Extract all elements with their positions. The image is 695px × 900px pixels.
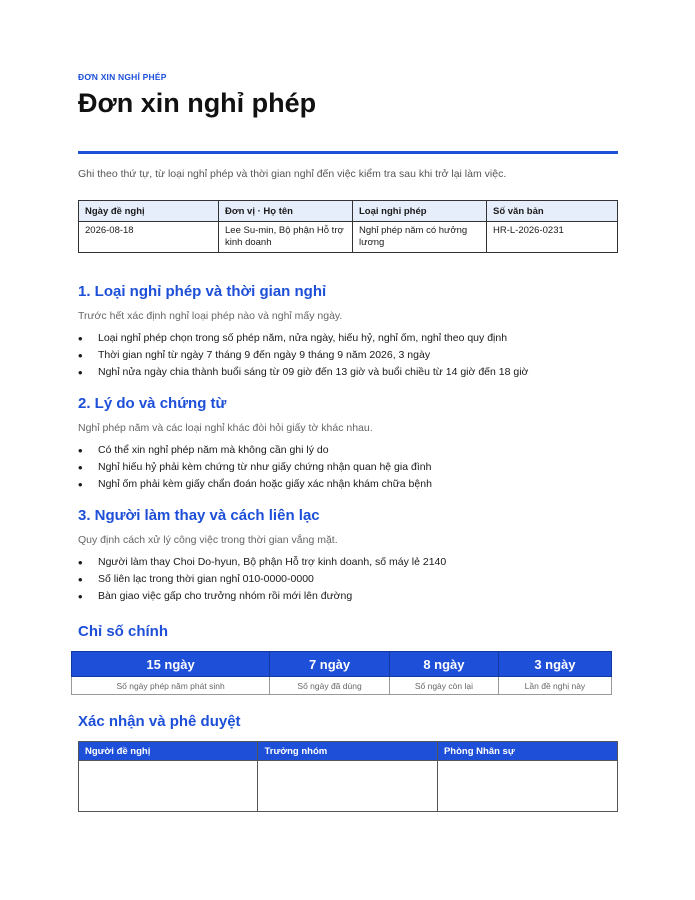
cell-leave-type: Nghỉ phép năm có hưởng lương: [353, 222, 487, 253]
approval-heading: Xác nhận và phê duyệt: [78, 713, 241, 730]
eyebrow-label: ĐƠN XIN NGHỈ PHÉP: [78, 72, 167, 82]
kpi-value-this-request: 3 ngày: [498, 652, 611, 677]
title-divider: [78, 151, 618, 154]
request-info-table: [78, 200, 618, 253]
signature-box-hr[interactable]: [437, 761, 617, 812]
cell-request-date: 2026-08-18: [79, 222, 219, 253]
kpi-value-granted: 15 ngày: [72, 652, 270, 677]
section-1-subtitle: Trước hết xác định nghỉ loại phép nào và nghỉ mấy ngày.: [78, 310, 343, 322]
header-request-date: Ngày đề nghị: [79, 201, 219, 222]
header-team-leader: Trưởng nhóm: [258, 742, 437, 761]
list-item: • Người làm thay Choi Do-hyun, Bộ phận Hỗ trợ kinh doanh, số máy lẻ 2140: [78, 554, 446, 571]
kpi-value-used: 7 ngày: [270, 652, 390, 677]
kpi-label-remaining: Số ngày còn lại: [389, 677, 498, 695]
kpi-value-row: [72, 652, 612, 677]
header-requester: Người đề nghị: [79, 742, 258, 761]
header-leave-type: Loại nghỉ phép: [353, 201, 487, 222]
kpi-label-used: Số ngày đã dùng: [270, 677, 390, 695]
list-item: • Bàn giao việc gấp cho trưởng nhóm rồi mới lên đường: [78, 588, 446, 605]
kpi-value-remaining: 8 ngày: [389, 652, 498, 677]
list-item: • Nghỉ hiếu hỷ phải kèm chứng từ như giấy chứng nhận quan hệ gia đình: [78, 459, 432, 476]
list-item: • Nghỉ nửa ngày chia thành buổi sáng từ 09 giờ đến 13 giờ và buổi chiều từ 14 giờ đến 18 giờ: [78, 364, 528, 381]
signature-box-requester[interactable]: [79, 761, 258, 812]
signature-box-team-leader[interactable]: [258, 761, 437, 812]
kpi-label-row: [72, 677, 612, 695]
section-3-subtitle: Quy định cách xử lý công việc trong thời gian vắng mặt.: [78, 534, 338, 546]
table-header-row: [79, 201, 618, 222]
header-unit-name: Đơn vị · Họ tên: [219, 201, 353, 222]
cell-doc-number: HR-L-2026-0231: [487, 222, 618, 253]
list-item: • Có thể xin nghỉ phép năm mà không cần ghi lý do: [78, 442, 432, 459]
kpi-label-granted: Số ngày phép năm phát sinh: [72, 677, 270, 695]
section-3-heading: 3. Người làm thay và cách liên lạc: [78, 507, 320, 524]
page-title: Đơn xin nghỉ phép: [78, 88, 317, 118]
approval-header-row: [79, 742, 618, 761]
list-item: • Thời gian nghỉ từ ngày 7 tháng 9 đến ngày 9 tháng 9 năm 2026, 3 ngày: [78, 347, 528, 364]
section-1-heading: 1. Loại nghỉ phép và thời gian nghỉ: [78, 283, 327, 300]
approval-signature-row: [79, 761, 618, 812]
table-row: [79, 222, 618, 253]
list-item: • Loại nghỉ phép chọn trong số phép năm, nửa ngày, hiếu hỷ, nghỉ ốm, nghỉ theo quy định: [78, 330, 528, 347]
section-2-heading: 2. Lý do và chứng từ: [78, 395, 227, 412]
list-item: • Số liên lạc trong thời gian nghỉ 010-0000-0000: [78, 571, 446, 588]
section-1-list: [78, 330, 528, 381]
section-3-list: [78, 554, 446, 605]
kpi-label-this-request: Lần đề nghị này: [498, 677, 611, 695]
kpi-heading: Chỉ số chính: [78, 623, 168, 640]
kpi-table: [71, 651, 612, 695]
section-2-subtitle: Nghỉ phép năm và các loại nghỉ khác đòi hỏi giấy tờ khác nhau.: [78, 422, 373, 434]
list-item: • Nghỉ ốm phải kèm giấy chẩn đoán hoặc giấy xác nhận khám chữa bệnh: [78, 476, 432, 493]
section-2-list: [78, 442, 432, 493]
intro-text: Ghi theo thứ tự, từ loại nghỉ phép và thời gian nghỉ đến việc kiểm tra sau khi trở lại làm việc.: [78, 168, 507, 180]
approval-table: [78, 741, 618, 812]
cell-unit-name: Lee Su-min, Bộ phận Hỗ trợ kinh doanh: [219, 222, 353, 253]
header-doc-number: Số văn bản: [487, 201, 618, 222]
header-hr-department: Phòng Nhân sự: [437, 742, 617, 761]
